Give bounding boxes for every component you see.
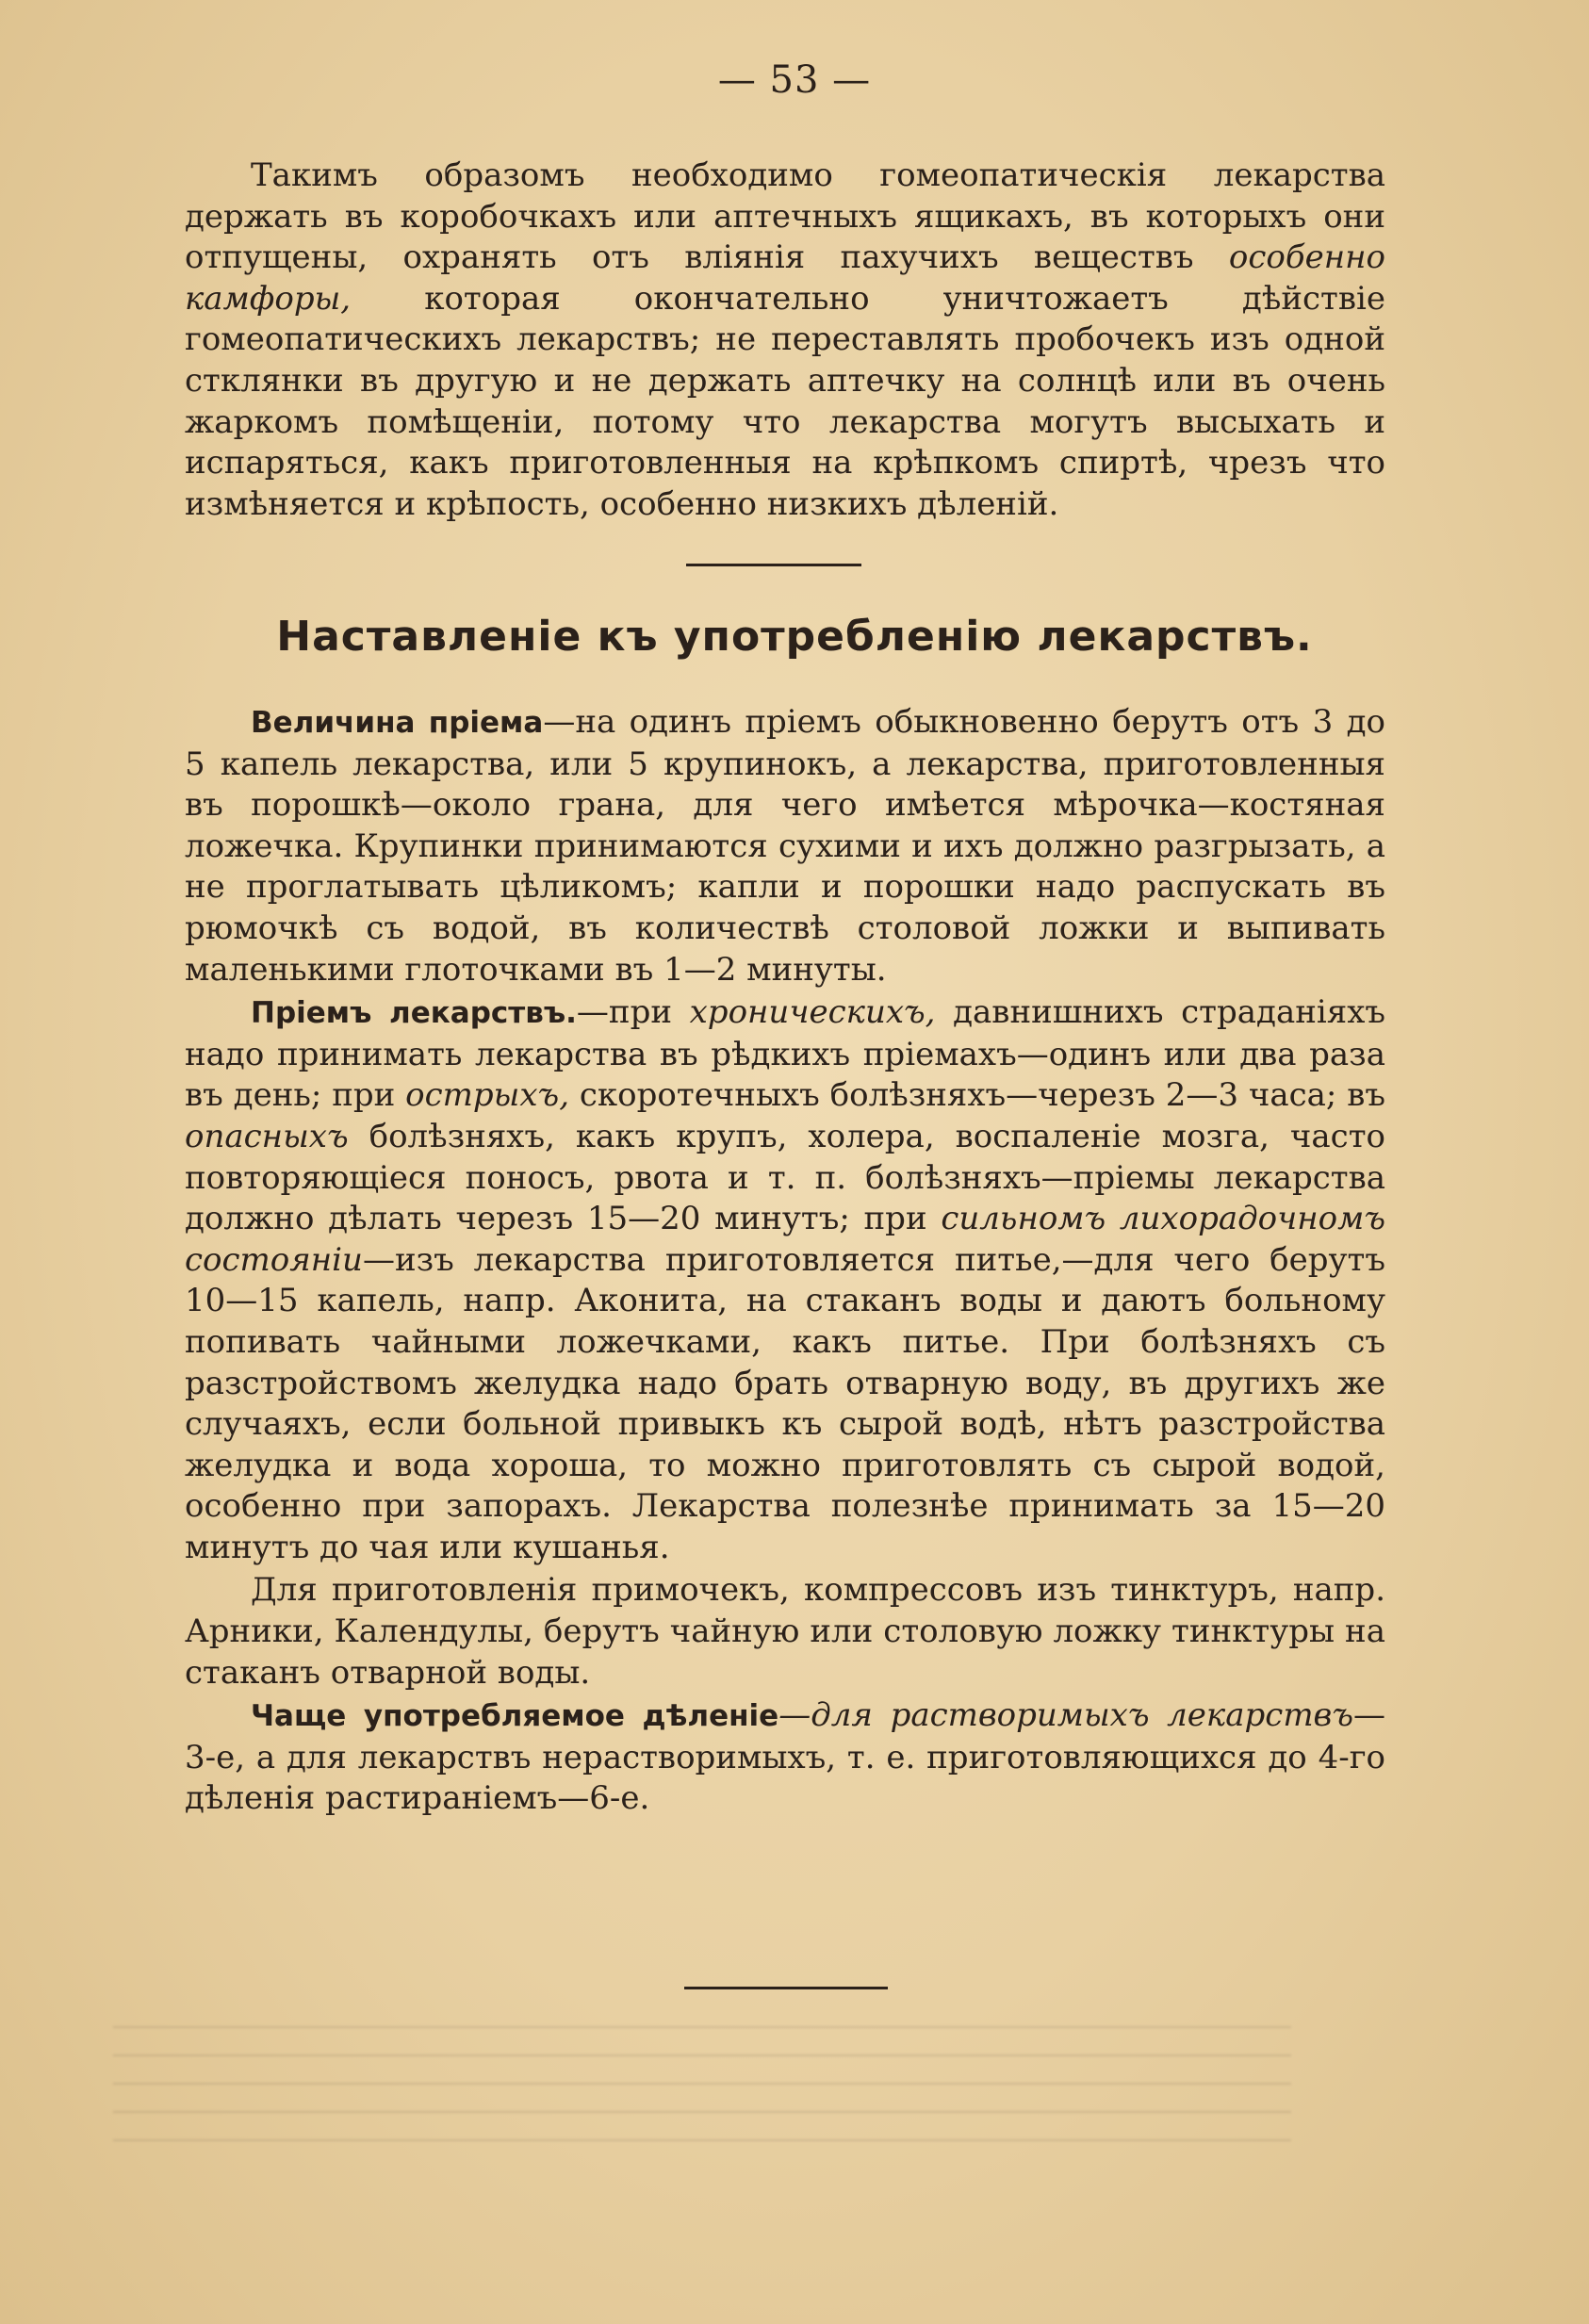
intake-text: скоротечныхъ болѣзняхъ—черезъ 2—3 часа; въ xyxy=(569,1076,1385,1115)
intake-italic: острыхъ, xyxy=(405,1076,570,1115)
intake-label: Пріемъ лекарствъ. xyxy=(251,996,577,1031)
intake-text: —изъ лекарства приготовляется питье,—для чего берутъ 10—15 капель, напр. Аконита, на стаканъ воды и даютъ больному попивать чайными ложечками, какъ питье. При болѣзняхъ съ разстройствомъ желудка надо брать отварную воду, въ другихъ же случаяхъ, если больной привыкъ къ сырой водѣ, нѣтъ разстройства желудка и вода хороша, то можно приготовлять съ сырой водой, особенно при запорахъ. Лекарства полезнѣе принимать за 15—20 минутъ до чая или кушанья. xyxy=(185,1240,1385,1566)
intro-paragraph xyxy=(185,155,1385,525)
intake-text: давнишнихъ страданіяхъ надо принимать лекарства въ рѣдкихъ пріемахъ—одинъ или два раза въ день; при xyxy=(185,993,1385,1115)
dose-paragraph xyxy=(185,702,1385,990)
intro-text-a: Такимъ образомъ необходимо гомеопатическія лекарства держать въ коробочкахъ или аптечныхъ ящикахъ, въ которыхъ они отпущены, охранять отъ вліянія пахучихъ веществъ xyxy=(185,156,1385,277)
bleed-through-texture xyxy=(113,2017,1291,2149)
section-heading: Наставленіе къ употребленію лекарствъ. xyxy=(276,613,1313,661)
intro-italic: особенно камфоры, xyxy=(185,238,1385,318)
intake-text: —при xyxy=(576,993,690,1032)
intake-paragraph xyxy=(185,992,1385,1568)
dilution-italic: —для растворимыхъ лекарствъ xyxy=(778,1696,1354,1735)
intake-text: болѣзняхъ, какъ крупъ, холера, воспаленіе мозга, часто повторяющіеся поносъ, рвота и т. п. болѣзняхъ—пріемы лекарства должно дѣлать черезъ 15—20 минутъ; при xyxy=(185,1117,1385,1238)
dilution-label: Чаще употребляемое дѣленіе xyxy=(251,1699,779,1734)
section-divider xyxy=(686,564,861,566)
intake-italic: хроническихъ, xyxy=(689,993,936,1032)
dose-label: Величина пріема xyxy=(251,706,544,740)
intro-block xyxy=(185,155,1385,525)
intro-text-b: которая окончательно уничтожаетъ дѣйствіе гомеопатическихъ лекарствъ; не переставлять пробочекъ изъ одной стклянки въ другую и не держать аптечку на солнцѣ или въ очень жаркомъ помѣщеніи, потому что лекарства могутъ высыхать и испаряться, какъ приготовленныя на крѣпкомъ спиртѣ, чрезъ что измѣняется и крѣпость, особенно низкихъ дѣленій. xyxy=(185,279,1385,523)
intake-italic: сильномъ лихорадочномъ состояніи xyxy=(185,1200,1385,1279)
intake-italic: опасныхъ xyxy=(185,1117,349,1155)
instructions-block xyxy=(185,702,1385,1820)
end-divider xyxy=(684,1987,888,1989)
lotion-paragraph: Для приготовленія примочекъ, компрессовъ изъ тинктуръ, напр. Арники, Календулы, берутъ чайную или столовую ложку тинктуры на стаканъ отварной воды. xyxy=(185,1571,1385,1692)
page-number: — 53 — xyxy=(717,58,872,102)
dose-text: —на одинъ пріемъ обыкновенно берутъ отъ 3 до 5 капель лекарства, или 5 крупинокъ, а лекарства, приготовленныя въ порошкѣ—около грана, для чего имѣется мѣрочка—костяная ложечка. Крупинки принимаются сухими и ихъ должно разгрызать, а не проглатывать цѣликомъ; капли и порошки надо распускать въ рюмочкѣ съ водой, въ количествѣ столовой ложки и выпивать маленькими глоточками въ 1—2 минуты. xyxy=(185,703,1385,989)
dilution-text: —3-е, а для лекарствъ нерастворимыхъ, т. е. приготовляющихся до 4-го дѣленія растираніемъ—6-е. xyxy=(185,1696,1386,1818)
dilution-paragraph xyxy=(185,1695,1385,1820)
